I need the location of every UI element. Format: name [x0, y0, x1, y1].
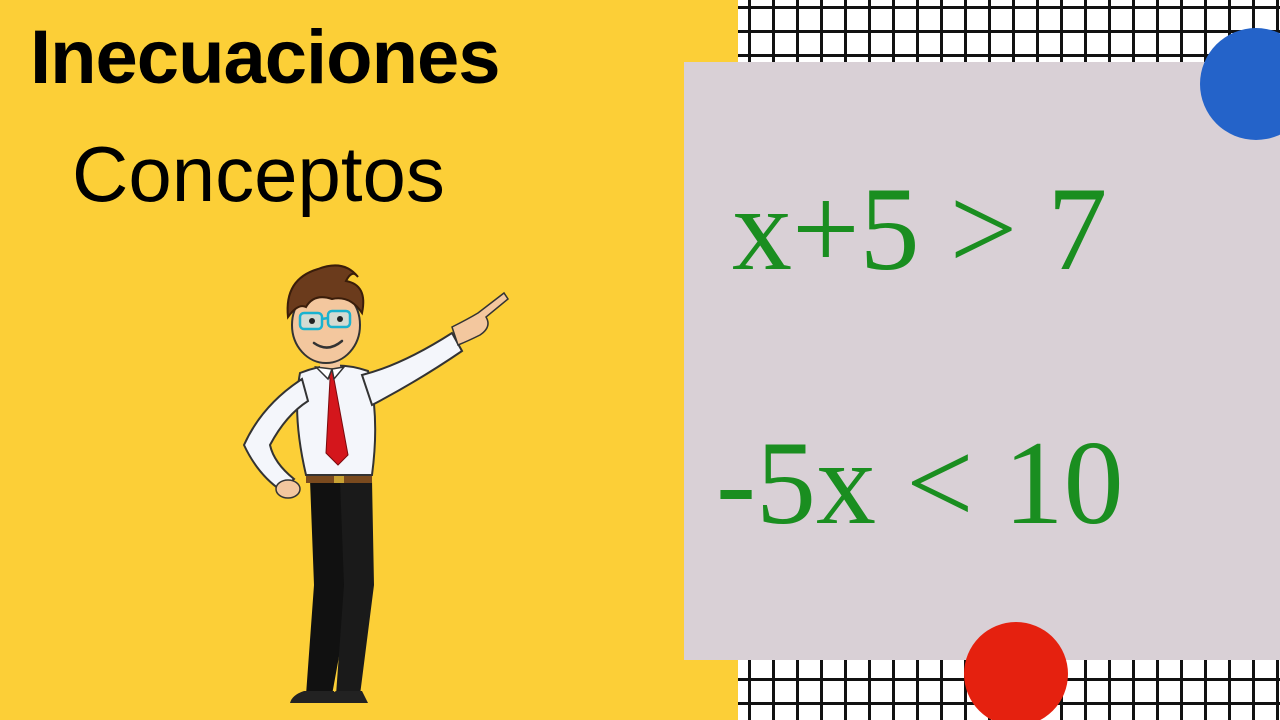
page-subtitle: Conceptos [72, 130, 445, 218]
teacher-pointing-icon [222, 255, 522, 715]
page-title: Inecuaciones [30, 15, 500, 100]
equation-first: x+5 > 7 [732, 162, 1108, 295]
equation-card [684, 62, 1280, 660]
equation-second: -5x < 10 [716, 416, 1124, 549]
red-circle [964, 622, 1068, 720]
